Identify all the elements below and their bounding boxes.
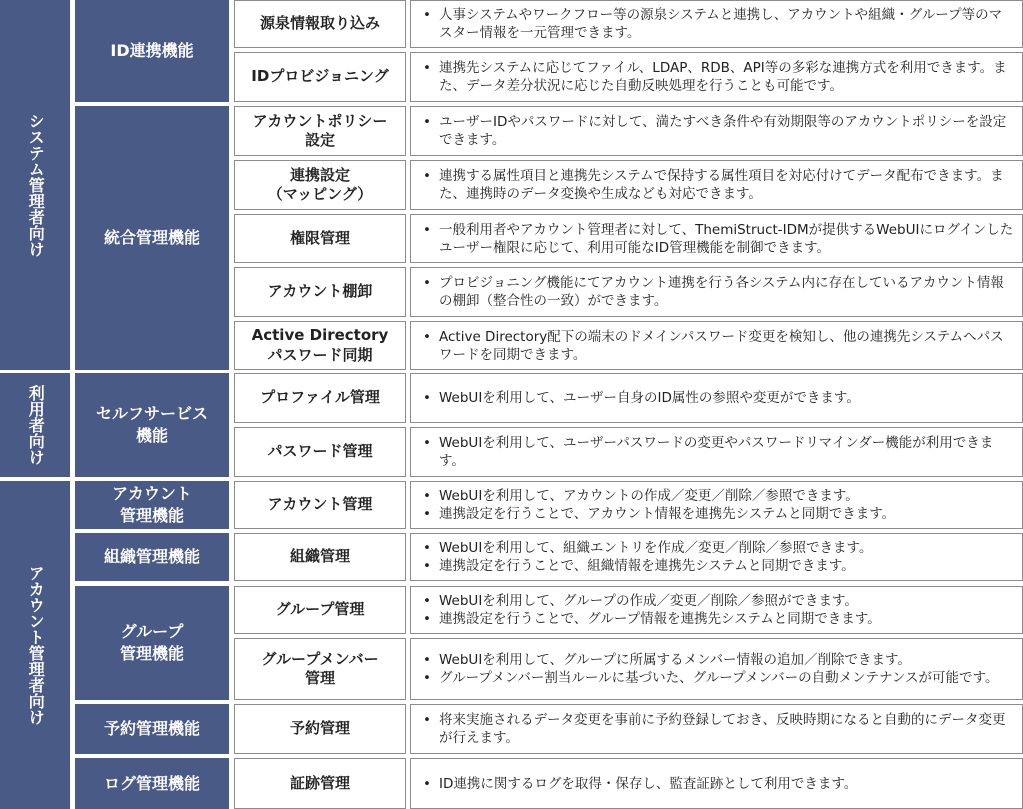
desc-group-member-management [410,638,1023,700]
category-integrated-management: 統合管理機能 [75,106,229,370]
desc-reservation-management [410,704,1023,754]
description-bullet: • WebUIを利用して、アカウントの作成／変更／削除／参照できます。 [421,487,1014,505]
function-id-provisioning: IDプロビジョニング [234,52,406,102]
function-source-import: 源泉情報取り込み [234,0,406,48]
category-id-integration: ID連携機能 [75,0,229,102]
desc-account-policy [410,106,1023,156]
desc-account-management [410,481,1023,529]
description-bullet: • WebUIを利用して、グループに所属するメンバー情報の追加／削除できます。 [421,651,1014,669]
function-password-management: パスワード管理 [234,427,406,477]
description-bullet: • 一般利用者やアカウント管理者に対して、ThemiStruct-IDMが提供するWebUIにログインしたユーザー権限に応じて、利用可能なID管理機能を制御できます。 [421,221,1014,257]
function-group-management: グループ管理 [234,586,406,634]
description-bullet: • ID連携に関するログを取得・保存し、監査証跡として利用できます。 [421,775,1014,793]
desc-organization-management [410,533,1023,581]
category-reservation-management: 予約管理機能 [75,704,229,754]
function-organization-management: 組織管理 [234,533,406,581]
desc-source-import [410,0,1023,48]
function-ad-password-sync: Active Directory パスワード同期 [234,321,406,370]
function-mapping: 連携設定 （マッピング） [234,160,406,210]
description-bullet: • WebUIを利用して、ユーザーパスワードの変更やパスワードリマインダー機能が利用できます。 [421,434,1014,470]
audience-account-admin: アカウント管理者向け [0,481,70,809]
category-self-service: セルフサービス 機能 [75,373,229,477]
desc-permission [410,214,1023,263]
description-bullet: • 連携設定を行うことで、グループ情報を連携先システムと同期できます。 [421,610,1014,628]
desc-profile-management [410,373,1023,423]
function-account-policy: アカウントポリシー 設定 [234,106,406,156]
description-bullet: • WebUIを利用して、ユーザー自身のID属性の参照や変更ができます。 [421,389,1014,407]
description-bullet: • グループメンバー割当ルールに基づいた、グループメンバーの自動メンテナンスが可能です。 [421,669,1014,687]
description-bullet: • ユーザーIDやパスワードに対して、満たすべき条件や有効期限等のアカウントポリシーを設定できます。 [421,113,1014,149]
description-bullet: • 連携する属性項目と連携先システムで保持する属性項目を対応付けてデータ配布できます。また、連携時のデータ変換や生成なども対応できます。 [421,167,1014,203]
function-permission: 権限管理 [234,214,406,263]
function-profile-management: プロファイル管理 [234,373,406,423]
function-audit-trail: 証跡管理 [234,758,406,809]
description-bullet: • 将来実施されるデータ変更を事前に予約登録しておき、反映時期になると自動的にデータ変更が行えます。 [421,711,1014,747]
audience-user: 利用者向け [0,373,70,477]
description-bullet: • WebUIを利用して、グループの作成／変更／削除／参照ができます。 [421,592,1014,610]
category-account-management: アカウント 管理機能 [75,481,229,529]
audience-system-admin: システム管理者向け [0,0,70,370]
description-bullet: • 連携先システムに応じてファイル、LDAP、RDB、API等の多彩な連携方式を利用できます。また、データ差分状況に応じた自動反映処理を行うことも可能です。 [421,59,1014,95]
desc-password-management [410,427,1023,477]
description-bullet: • プロビジョニング機能にてアカウント連携を行う各システム内に存在しているアカウント情報の棚卸（整合性の一致）ができます。 [421,274,1014,310]
category-log-management: ログ管理機能 [75,758,229,809]
description-bullet: • 連携設定を行うことで、組織情報を連携先システムと同期できます。 [421,557,1014,575]
function-account-management: アカウント管理 [234,481,406,529]
description-bullet: • 人事システムやワークフロー等の源泉システムと連携し、アカウントや組織・グループ等のマスター情報を一元管理できます。 [421,6,1014,42]
category-group-management: グループ 管理機能 [75,586,229,700]
desc-audit-trail [410,758,1023,809]
description-bullet: • Active Directory配下の端末のドメインパスワード変更を検知し、他の連携先システムへパスワードを同期できます。 [421,328,1014,364]
description-bullet: • WebUIを利用して、組織エントリを作成／変更／削除／参照できます。 [421,539,1014,557]
desc-account-inventory [410,267,1023,317]
category-organization-management: 組織管理機能 [75,533,229,581]
desc-ad-password-sync [410,321,1023,370]
desc-mapping [410,160,1023,210]
function-group-member-management: グループメンバー 管理 [234,638,406,700]
description-bullet: • 連携設定を行うことで、アカウント情報を連携先システムと同期できます。 [421,505,1014,523]
desc-group-management [410,586,1023,634]
desc-id-provisioning [410,52,1023,102]
function-account-inventory: アカウント棚卸 [234,267,406,317]
function-reservation-management: 予約管理 [234,704,406,754]
